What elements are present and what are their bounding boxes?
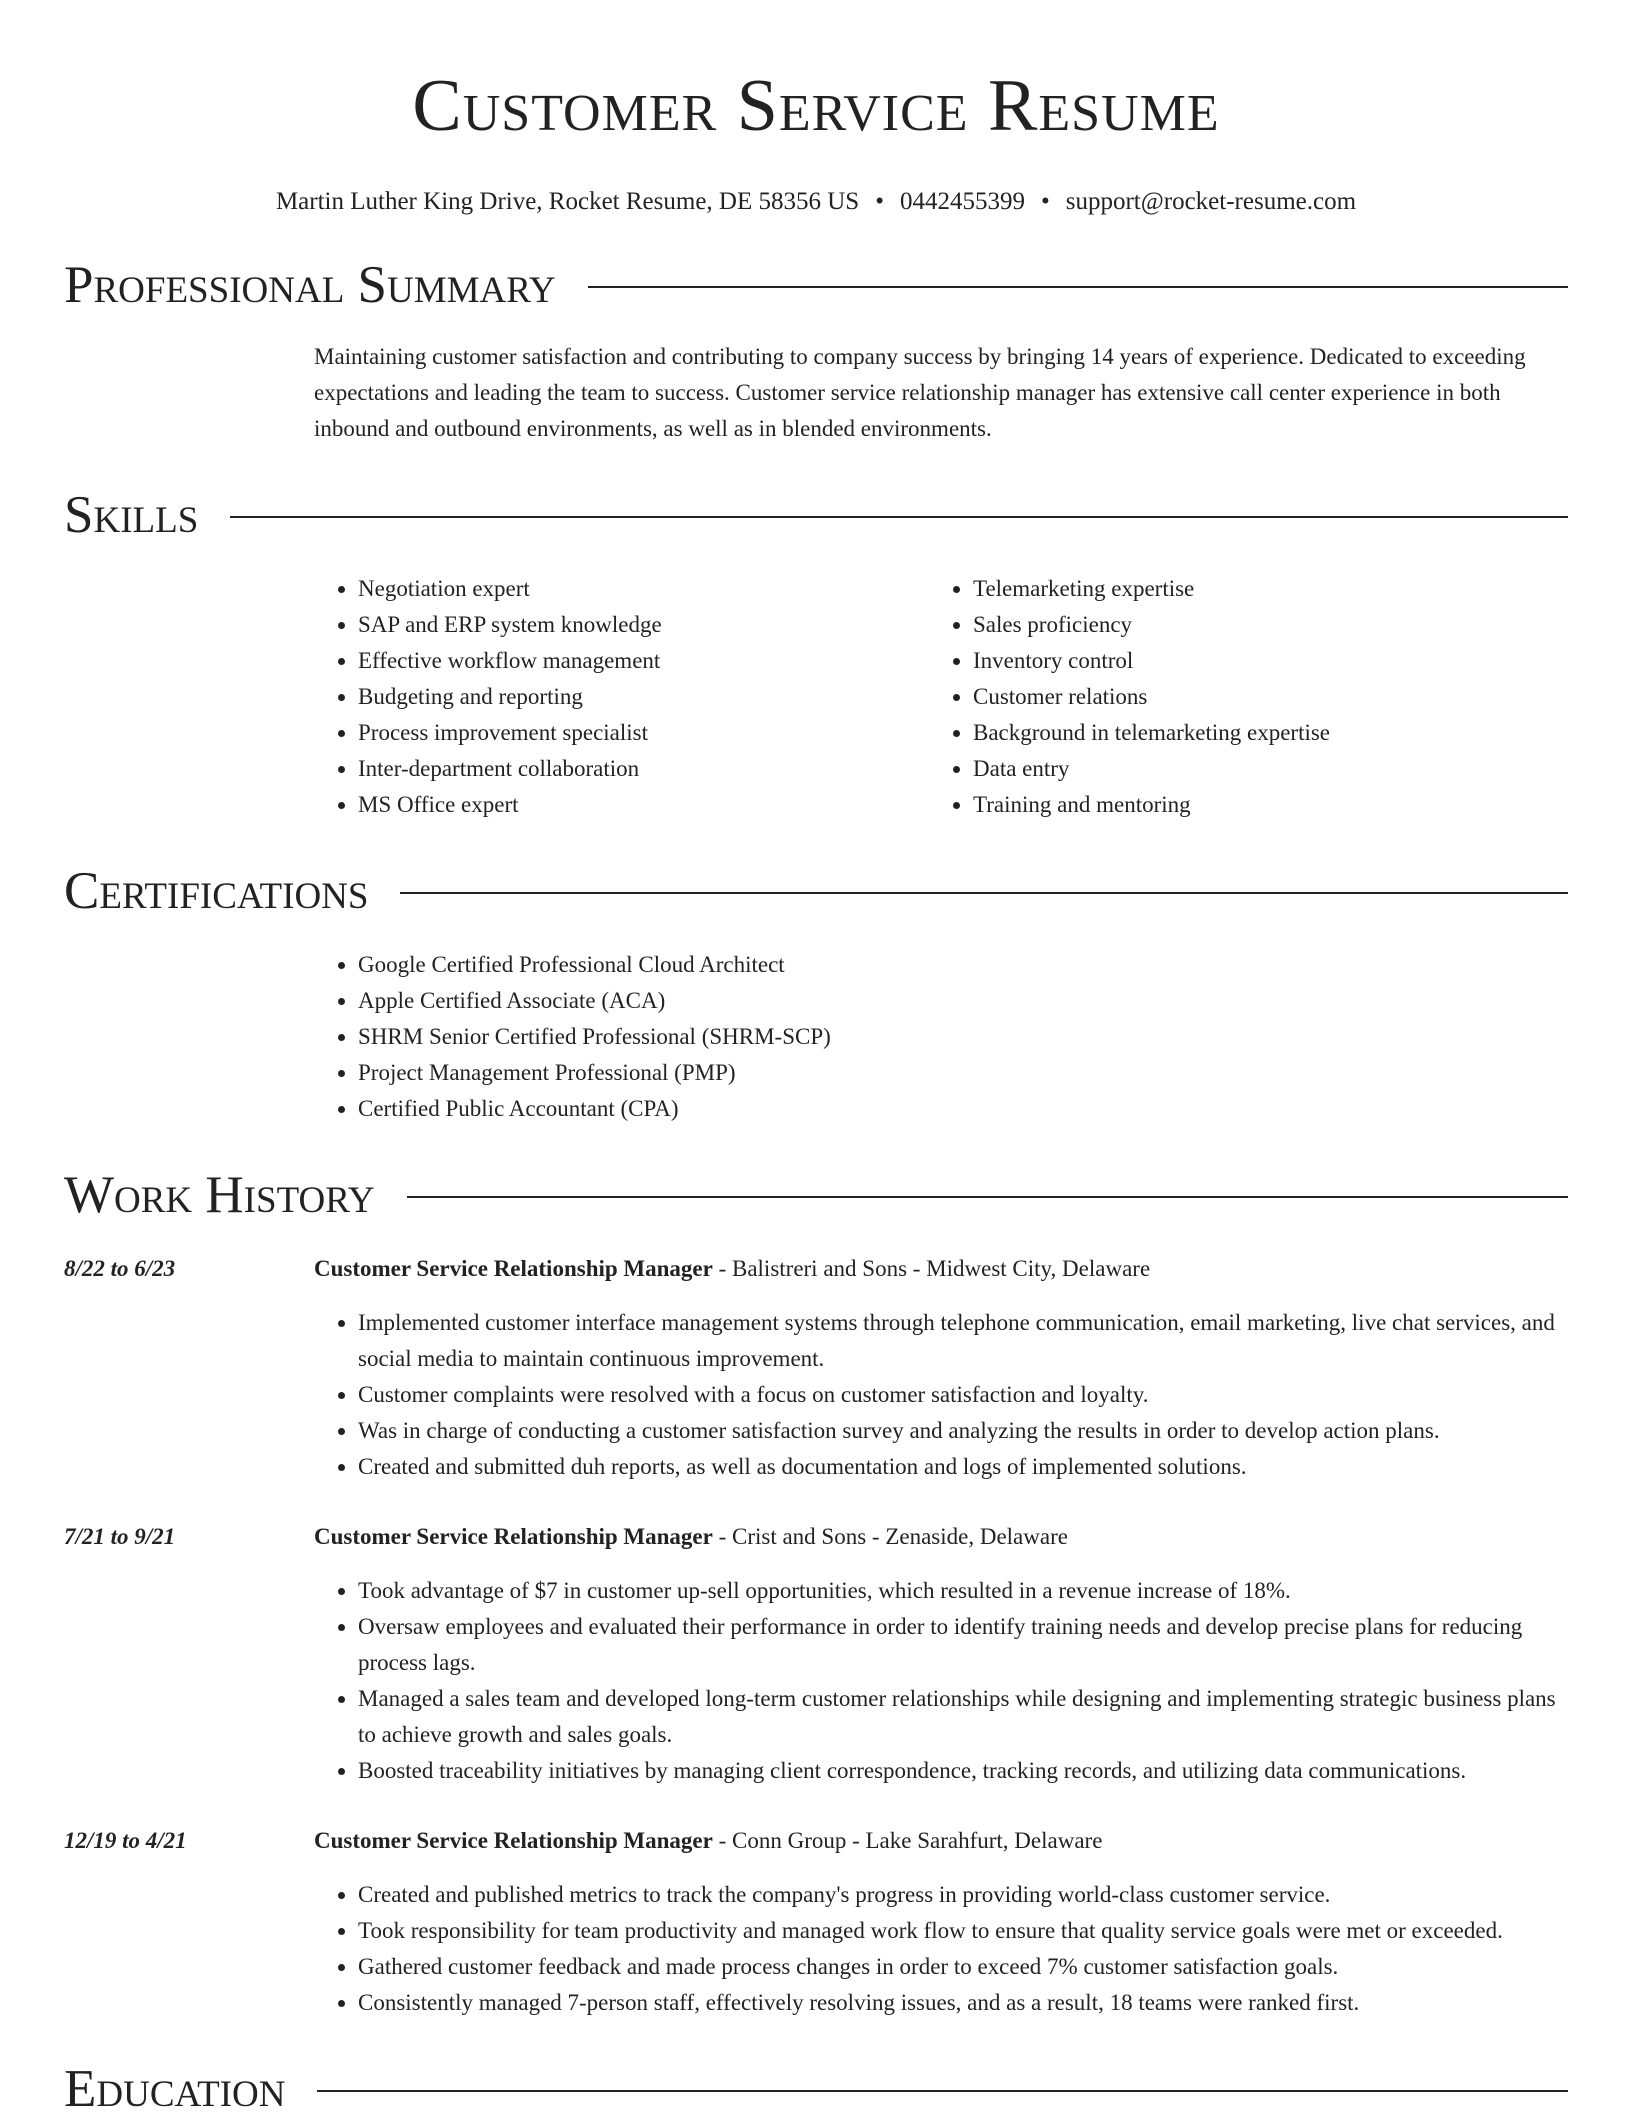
job-entry xyxy=(64,1251,1568,1485)
skills-list xyxy=(314,571,1568,823)
skill-item: • Budgeting and reporting xyxy=(358,679,929,715)
certifications-heading: Certifications xyxy=(64,862,369,920)
contact-line xyxy=(64,187,1568,217)
skill-item: • Telemarketing expertise xyxy=(973,571,1544,607)
education-heading: Education xyxy=(64,2060,286,2118)
skill-item: • Background in telemarketing expertise xyxy=(973,715,1544,751)
certification-item: • Apple Certified Associate (ACA) xyxy=(358,983,1568,1019)
job-title: Customer Service Relationship Manager xyxy=(314,1256,713,1281)
job-bullet: • Took responsibility for team productivity and managed work flow to ensure that quality service goals were met or exceeded. xyxy=(358,1913,1568,1949)
section-divider xyxy=(407,1196,1568,1198)
job-body xyxy=(314,1823,1568,2021)
certifications-list xyxy=(314,947,1568,1127)
job-dates: 7/21 to 9/21 xyxy=(64,1524,176,1549)
skill-item: • Process improvement specialist xyxy=(358,715,929,751)
contact-email[interactable]: support@rocket-resume.com xyxy=(1065,188,1357,215)
job-employer-location: - Conn Group - Lake Sarahfurt, Delaware xyxy=(712,1828,1103,1853)
certification-item: • Certified Public Accountant (CPA) xyxy=(358,1091,1568,1127)
job-bullet: • Took advantage of $7 in customer up-sell opportunities, which resulted in a revenue increase of 18%. xyxy=(358,1573,1568,1609)
certification-item: • SHRM Senior Certified Professional (SHRM-SCP) xyxy=(358,1019,1568,1055)
skills-heading: Skills xyxy=(64,486,199,544)
skills-column-left xyxy=(314,571,929,823)
job-bullet: • Created and published metrics to track the company's progress in providing world-class customer service. xyxy=(358,1877,1568,1913)
skill-item: • SAP and ERP system knowledge xyxy=(358,607,929,643)
contact-address: Martin Luther King Drive, Rocket Resume, DE 58356 US xyxy=(275,188,860,215)
skill-item: • Data entry xyxy=(973,751,1544,787)
job-title: Customer Service Relationship Manager xyxy=(314,1524,713,1549)
contact-separator: • xyxy=(875,188,884,215)
job-bullet: • Customer complaints were resolved with a focus on customer satisfaction and loyalty. xyxy=(358,1377,1568,1413)
skill-item: • MS Office expert xyxy=(358,787,929,823)
skills-column-right xyxy=(929,571,1544,823)
job-bullet: • Was in charge of conducting a customer satisfaction survey and analyzing the results in order to develop action plans. xyxy=(358,1413,1568,1449)
job-bullet: • Oversaw employees and evaluated their performance in order to identify training needs and develop precise plans for reducing process lags. xyxy=(358,1609,1568,1681)
job-dates: 8/22 to 6/23 xyxy=(64,1256,176,1281)
resume-title: Customer Service Resume xyxy=(412,65,1220,147)
summary-section-header xyxy=(64,253,1568,317)
contact-phone: 0442455399 xyxy=(899,188,1025,215)
skill-item: • Negotiation expert xyxy=(358,571,929,607)
certification-item: • Project Management Professional (PMP) xyxy=(358,1055,1568,1091)
section-divider xyxy=(400,892,1568,894)
job-bullet: • Boosted traceability initiatives by managing client correspondence, tracking records, and utilizing data communications. xyxy=(358,1753,1568,1789)
job-title: Customer Service Relationship Manager xyxy=(314,1828,713,1853)
section-divider xyxy=(230,516,1568,518)
job-body xyxy=(314,1519,1568,1789)
job-heading xyxy=(314,1519,1568,1555)
section-divider xyxy=(588,286,1568,288)
skill-item: • Effective workflow management xyxy=(358,643,929,679)
job-entry xyxy=(64,1519,1568,1789)
summary-text: Maintaining customer satisfaction and contributing to company success by bringing 14 years of experience. Dedicated to exceeding expectations and leading the team to success. Customer service relationship manager has extensive call center experience in both inbound and outbound environments, as well as in blended environments. xyxy=(314,344,1526,441)
skill-item: • Training and mentoring xyxy=(973,787,1544,823)
section-divider xyxy=(317,2090,1568,2092)
job-employer-location: - Balistreri and Sons - Midwest City, Delaware xyxy=(712,1256,1151,1281)
summary-heading: Professional Summary xyxy=(64,256,556,314)
job-bullet: • Managed a sales team and developed long-term customer relationships while designing and implementing strategic business plans to achieve growth and sales goals. xyxy=(358,1681,1568,1753)
work-history-list xyxy=(64,1251,1568,2021)
job-employer-location: - Crist and Sons - Zenaside, Delaware xyxy=(712,1524,1068,1549)
job-body xyxy=(314,1251,1568,1485)
certifications-section-header xyxy=(64,859,1568,923)
job-bullet: • Consistently managed 7-person staff, effectively resolving issues, and as a result, 18 teams were ranked first. xyxy=(358,1985,1568,2021)
job-bullet: • Gathered customer feedback and made process changes in order to exceed 7% customer satisfaction goals. xyxy=(358,1949,1568,1985)
skill-item: • Inter-department collaboration xyxy=(358,751,929,787)
work-history-heading: Work History xyxy=(64,1166,375,1224)
job-heading xyxy=(314,1823,1568,1859)
job-entry xyxy=(64,1823,1568,2021)
contact-separator: • xyxy=(1040,188,1050,215)
skill-item: • Customer relations xyxy=(973,679,1544,715)
job-bullet: • Created and submitted duh reports, as well as documentation and logs of implemented solutions. xyxy=(358,1449,1568,1485)
skills-section-header xyxy=(64,483,1568,547)
work-history-section-header xyxy=(64,1163,1568,1227)
certification-item: • Google Certified Professional Cloud Architect xyxy=(358,947,1568,983)
skill-item: • Sales proficiency xyxy=(973,607,1544,643)
job-heading xyxy=(314,1251,1568,1287)
education-section-header xyxy=(64,2057,1568,2121)
job-dates: 12/19 to 4/21 xyxy=(64,1828,187,1853)
job-bullet: • Implemented customer interface management systems through telephone communication, email marketing, live chat services, and social media to maintain continuous improvement. xyxy=(358,1305,1568,1377)
skill-item: • Inventory control xyxy=(973,643,1544,679)
